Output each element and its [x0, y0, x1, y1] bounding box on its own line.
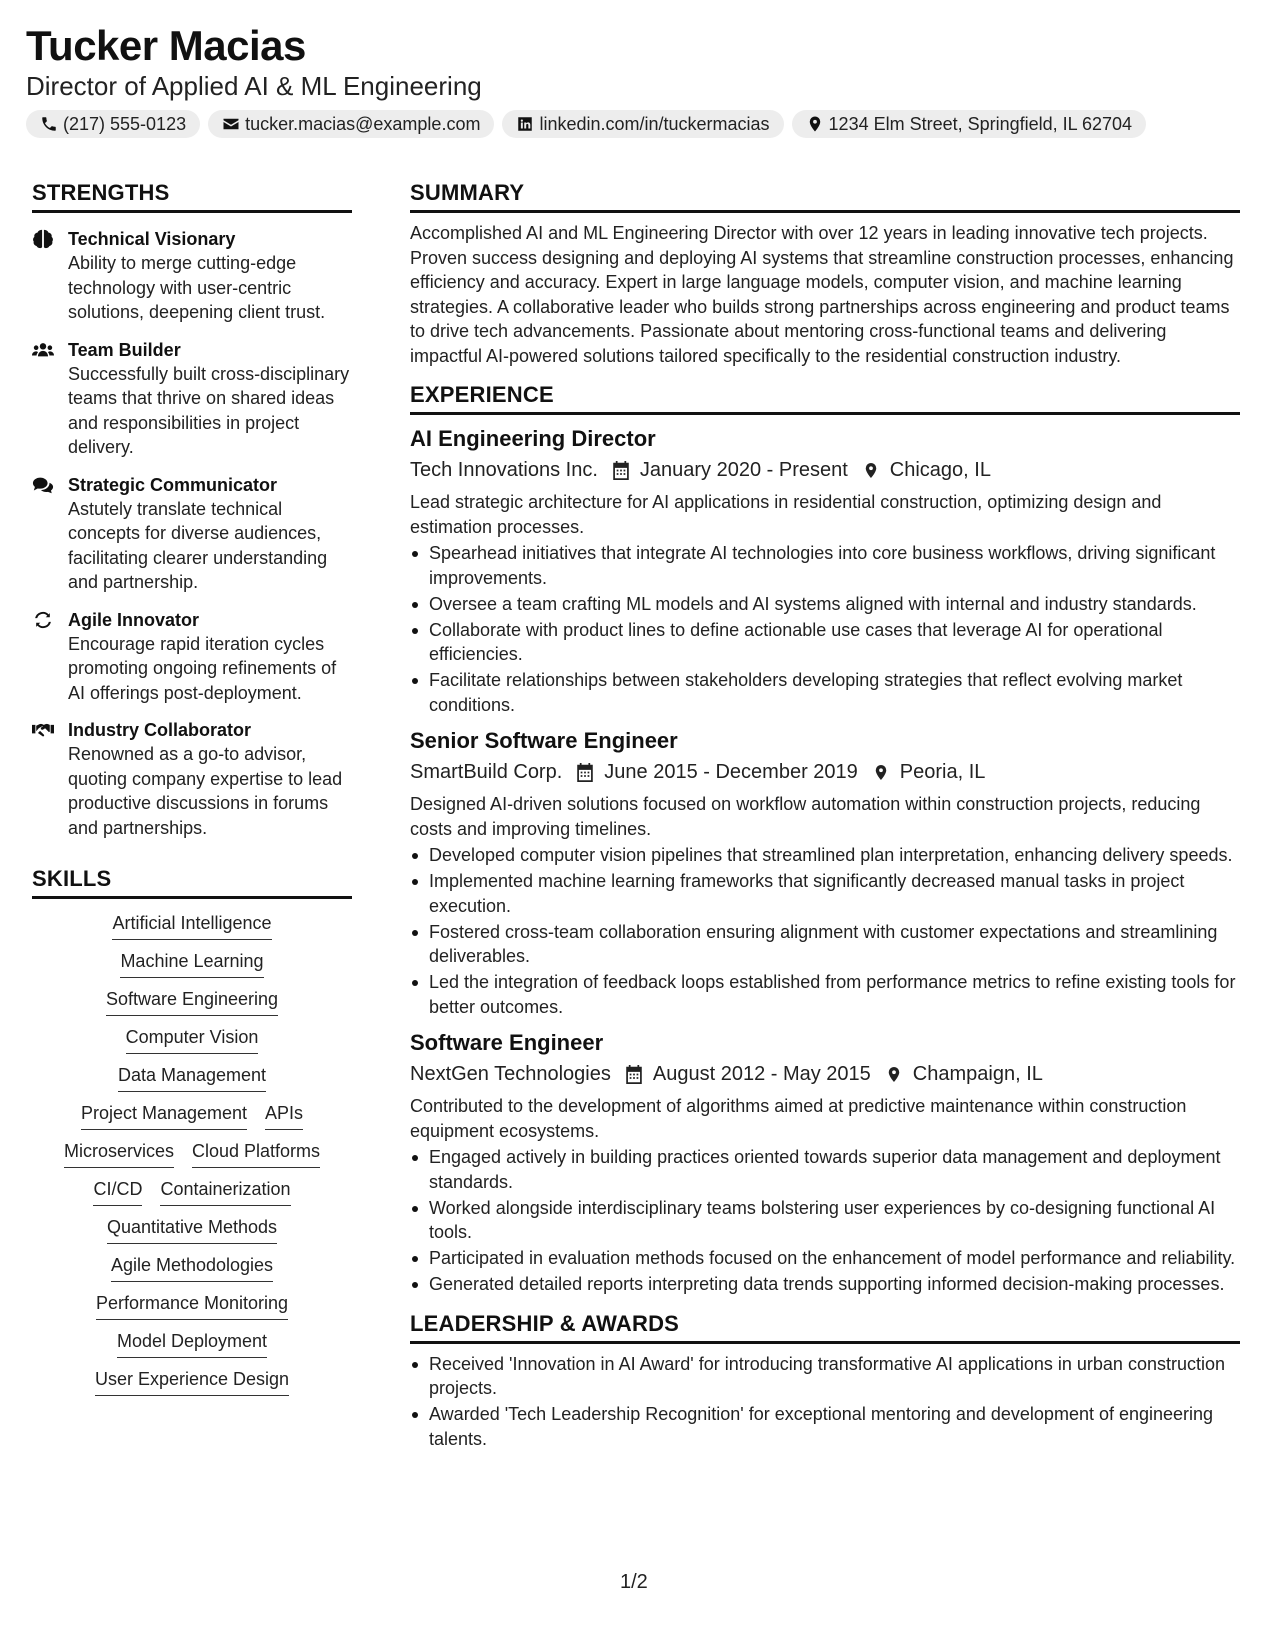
bullet-item: Participated in evaluation methods focused on the enhancement of model performance and reliability. — [410, 1246, 1240, 1271]
job-location: Peoria, IL — [899, 761, 986, 783]
job-location: Champaign, IL — [912, 1063, 1043, 1085]
strength-desc: Ability to merge cutting-edge technology with user-centric solutions, deepening client trust. — [68, 253, 326, 322]
skills-section — [32, 866, 352, 1396]
bullet-item: Facilitate relationships between stakeholders developing strategies that reflect evolving market conditions. — [410, 668, 1240, 717]
job-meta — [410, 756, 1240, 788]
calendar-icon — [612, 461, 630, 480]
awards-list — [410, 1352, 1240, 1452]
summary-text: Accomplished AI and ML Engineering Director with over 12 years in leading innovative tech projects. Proven success designing and deploying AI systems that streamline construction processes, enhancing efficiency and accuracy. Expert in large language models, computer vision, and machine learning strategies. A collaborative leader who builds strong partnerships across engineering and product teams to drive tech advancements. Passionate about mentoring cross-functional teams and delivering impactful AI-powered solutions tailored specifically to the residential construction industry. — [410, 223, 1234, 366]
strengths-list — [32, 227, 352, 840]
bullet-item: Generated detailed reports interpreting data trends supporting informed decision-making processes. — [410, 1272, 1240, 1297]
phone-contact[interactable] — [26, 110, 200, 138]
job-entry — [410, 425, 1240, 717]
map-pin-icon — [806, 115, 824, 133]
strength-title: Industry Collaborator — [68, 720, 252, 740]
linkedin-icon — [516, 115, 534, 133]
job-meta — [410, 454, 1240, 486]
awards-heading: LEADERSHIP & AWARDS — [410, 1311, 1240, 1344]
email-text: tucker.macias@example.com — [245, 113, 481, 134]
job-bullets — [410, 843, 1240, 1019]
comments-icon — [32, 475, 54, 495]
strengths-heading: STRENGTHS — [32, 180, 352, 213]
job-bullets — [410, 541, 1240, 717]
skill-tag: Performance Monitoring — [96, 1291, 288, 1320]
strength-title: Strategic Communicator — [68, 474, 278, 495]
brain-icon — [32, 229, 54, 249]
map-pin-icon — [872, 763, 890, 782]
envelope-icon — [222, 115, 240, 133]
strength-desc: Successfully built cross-disciplinary teams that thrive on shared ideas and responsibilities in project delivery. — [68, 363, 350, 457]
phone-text: (217) 555-0123 — [63, 113, 187, 134]
bullet-item: Implemented machine learning frameworks that significantly decreased manual tasks in project execution. — [410, 869, 1240, 918]
skill-tag: Agile Methodologies — [111, 1253, 273, 1282]
skill-tag: Machine Learning — [120, 949, 263, 978]
strength-title: Agile Innovator — [68, 609, 200, 630]
skill-tag: Computer Vision — [126, 1025, 259, 1054]
job-dates: January 2020 - Present — [639, 459, 848, 481]
map-pin-icon — [862, 461, 880, 480]
bullet-item: Engaged actively in building practices oriented towards superior data management and deployment standards. — [410, 1145, 1240, 1194]
skill-tag: Containerization — [160, 1177, 290, 1206]
skill-tag: APIs — [265, 1101, 303, 1130]
skill-tag: User Experience Design — [95, 1367, 289, 1396]
calendar-icon — [625, 1065, 643, 1084]
strength-desc: Renowned as a go-to advisor, quoting company expertise to lead productive discussions in forums and partnerships. — [68, 744, 343, 838]
bullet-item: Led the integration of feedback loops established from performance metrics to refine existing tools for better outcomes. — [410, 970, 1240, 1019]
strength-title: Team Builder — [68, 339, 181, 360]
handshake-icon — [32, 720, 54, 740]
strength-item — [32, 227, 352, 325]
strength-item — [32, 338, 352, 460]
job-dates: June 2015 - December 2019 — [604, 761, 858, 783]
phone-icon — [40, 115, 58, 133]
job-company: Tech Innovations Inc. — [410, 459, 598, 481]
left-column — [32, 180, 352, 1396]
page-number: 1/2 — [620, 1571, 648, 1593]
summary-heading: SUMMARY — [410, 180, 1240, 213]
right-column — [410, 180, 1240, 1453]
strength-item — [32, 718, 352, 840]
skill-tag: Artificial Intelligence — [112, 911, 271, 940]
address-contact — [792, 110, 1147, 138]
job-title: AI Engineering Director — [410, 426, 656, 451]
job-bullets — [410, 1145, 1240, 1297]
strength-item — [32, 473, 352, 595]
job-entry — [410, 727, 1240, 1019]
users-icon — [32, 340, 54, 360]
email-contact[interactable] — [208, 110, 494, 138]
sync-icon — [32, 610, 54, 630]
bullet-item: Developed computer vision pipelines that streamlined plan interpretation, enhancing delivery speeds. — [410, 843, 1240, 868]
candidate-title: Director of Applied AI & ML Engineering — [26, 71, 482, 101]
bullet-item: Spearhead initiatives that integrate AI technologies into core business workflows, driving significant improvements. — [410, 541, 1240, 590]
skill-tag: Microservices — [64, 1139, 174, 1168]
skills-heading: SKILLS — [32, 866, 352, 899]
award-item: Received 'Innovation in AI Award' for introducing transformative AI applications in urban construction projects. — [410, 1352, 1240, 1401]
awards-section — [410, 1311, 1240, 1452]
resume-header — [26, 22, 1249, 138]
experience-section — [410, 382, 1240, 1297]
linkedin-contact[interactable] — [502, 110, 783, 138]
linkedin-text: linkedin.com/in/tuckermacias — [539, 113, 770, 134]
skill-tag: Model Deployment — [117, 1329, 267, 1358]
skill-tag: Project Management — [81, 1101, 247, 1130]
bullet-item: Collaborate with product lines to define actionable use cases that leverage AI for operational efficiencies. — [410, 618, 1240, 667]
job-company: SmartBuild Corp. — [410, 761, 563, 783]
strength-desc: Encourage rapid iteration cycles promoting ongoing refinements of AI offerings post-deployment. — [68, 633, 337, 703]
bullet-item: Worked alongside interdisciplinary teams bolstering user experiences by co-designing functional AI tools. — [410, 1196, 1240, 1245]
strength-desc: Astutely translate technical concepts for diverse audiences, facilitating clearer understanding and partnership. — [68, 498, 328, 592]
skill-tag: Software Engineering — [106, 987, 278, 1016]
job-entry — [410, 1029, 1240, 1297]
job-title: Software Engineer — [410, 1030, 604, 1055]
candidate-name: Tucker Macias — [26, 22, 306, 69]
award-item: Awarded 'Tech Leadership Recognition' for exceptional mentoring and development of engineering talents. — [410, 1402, 1240, 1451]
bullet-item: Oversee a team crafting ML models and AI systems aligned with internal and industry standards. — [410, 592, 1240, 617]
skills-list — [32, 911, 352, 1396]
job-location: Chicago, IL — [889, 459, 991, 481]
job-description: Contributed to the development of algorithms aimed at predictive maintenance within construction equipment ecosystems. — [410, 1096, 1187, 1141]
strength-item — [32, 608, 352, 706]
skill-tag: Quantitative Methods — [107, 1215, 277, 1244]
experience-heading: EXPERIENCE — [410, 382, 1240, 415]
skill-tag: Data Management — [118, 1063, 266, 1092]
job-description: Lead strategic architecture for AI applications in residential construction, optimizing design and estimation processes. — [410, 492, 1162, 537]
skill-tag: CI/CD — [93, 1177, 142, 1206]
strength-title: Technical Visionary — [68, 229, 236, 249]
calendar-icon — [576, 763, 594, 782]
contact-bar — [26, 110, 1249, 138]
skill-tag: Cloud Platforms — [192, 1139, 320, 1168]
job-meta — [410, 1058, 1240, 1090]
address-text: 1234 Elm Street, Springfield, IL 62704 — [828, 113, 1133, 134]
job-company: NextGen Technologies — [410, 1063, 611, 1085]
job-title: Senior Software Engineer — [410, 728, 678, 753]
map-pin-icon — [885, 1065, 903, 1084]
bullet-item: Fostered cross-team collaboration ensuring alignment with customer expectations and streamlining deliverables. — [410, 920, 1240, 969]
job-description: Designed AI-driven solutions focused on workflow automation within construction projects, reducing costs and improving timelines. — [410, 794, 1201, 839]
job-dates: August 2012 - May 2015 — [652, 1063, 871, 1085]
